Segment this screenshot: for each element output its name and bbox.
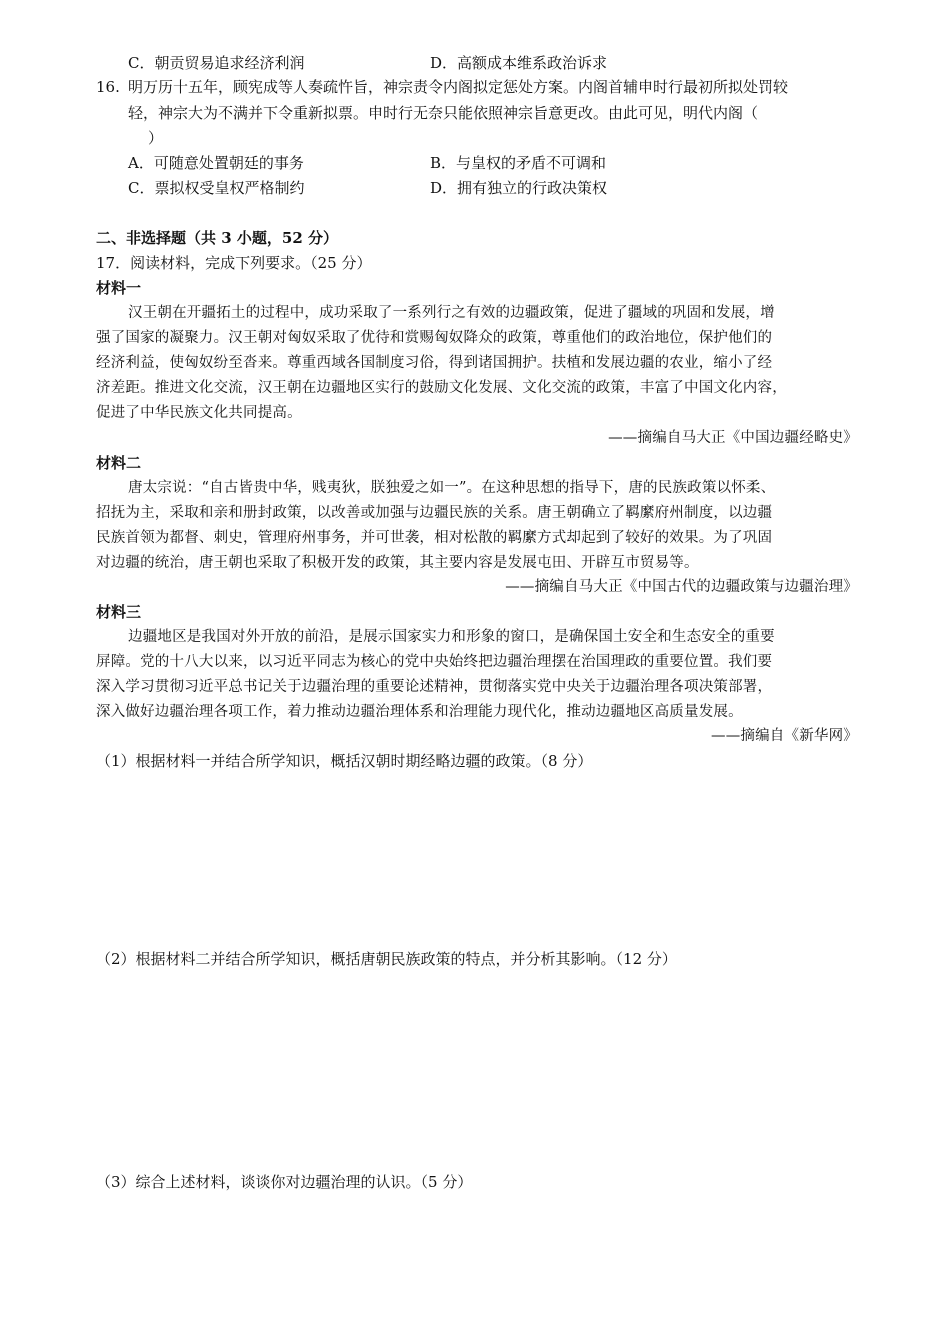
material2-line: 民族首领为都督、刺史，管理府州事务，并可世袭，相对松散的羁縻方式却起到了较好的效果。为了巩固: [96, 530, 773, 546]
q17-stem: 17．阅读材料，完成下列要求。（25 分）: [96, 254, 372, 272]
q15-option-d: D．高额成本维系政治诉求: [430, 54, 608, 72]
material3-line: 边疆地区是我国对外开放的前沿，是展示国家实力和形象的窗口，是确保国土安全和生态安全的重要: [128, 629, 775, 645]
material3-source: ——摘编自《新华网》: [711, 728, 858, 744]
q16-option-a: A．可随意处置朝廷的事务: [128, 154, 304, 172]
material3-heading: 材料三: [96, 603, 142, 621]
q17-sub1: （1）根据材料一并结合所学知识，概括汉朝时期经略边疆的政策。（8 分）: [96, 752, 593, 770]
q16-number: 16.: [96, 78, 120, 96]
material1-line: 强了国家的凝聚力。汉王朝对匈奴采取了优待和赏赐匈奴降众的政策，尊重他们的政治地位，保护他们的: [96, 330, 773, 346]
material1-line: 促进了中华民族文化共同提高。: [96, 405, 302, 421]
material1-heading: 材料一: [96, 279, 142, 297]
material1-line: 汉王朝在开疆拓土的过程中，成功采取了一系列行之有效的边疆政策，促进了疆域的巩固和发展，增: [128, 305, 775, 321]
q16-stem-line3: ）: [148, 129, 164, 147]
material2-line: 唐太宗说：“自古皆贵中华，贱夷狄，朕独爱之如一”。在这种思想的指导下，唐的民族政策以怀柔、: [128, 480, 776, 496]
q16-option-c: C．票拟权受皇权严格制约: [128, 179, 305, 197]
material3-line: 屏障。党的十八大以来，以习近平同志为核心的党中央始终把边疆治理摆在治国理政的重要位置。我们要: [96, 654, 773, 670]
material3-line: 深入学习贯彻习近平总书记关于边疆治理的重要论述精神，贯彻落实党中央关于边疆治理各项决策部署，: [96, 679, 773, 695]
q17-sub3: （3）综合上述材料，谈谈你对边疆治理的认识。（5 分）: [96, 1173, 473, 1191]
q17-sub2: （2）根据材料二并结合所学知识，概括唐朝民族政策的特点，并分析其影响。（12 分）: [96, 950, 677, 968]
q16-option-b: B．与皇权的矛盾不可调和: [430, 154, 607, 172]
material1-line: 经济利益，使匈奴纷至沓来。尊重西域各国制度习俗，得到诸国拥护。扶植和发展边疆的农业，缩小了经: [96, 355, 773, 371]
q15-option-c: C．朝贡贸易追求经济利润: [128, 54, 305, 72]
section-title: 二、非选择题（共 3 小题，52 分）: [96, 229, 338, 247]
material2-source: ——摘编自马大正《中国古代的边疆政策与边疆治理》: [505, 579, 858, 595]
material2-line: 招抚为主，采取和亲和册封政策，以改善或加强与边疆民族的关系。唐王朝确立了羁縻府州制度，以边疆: [96, 505, 773, 521]
q16-stem-line1: 明万历十五年，顾宪成等人奏疏忤旨，神宗责令内阁拟定惩处方案。内阁首辅申时行最初所拟处罚较: [128, 78, 789, 96]
material2-line: 对边疆的统治，唐王朝也采取了积极开发的政策，其主要内容是发展屯田、开辟互市贸易等。: [96, 555, 699, 571]
q16-stem-line2: 轻，神宗大为不满并下令重新拟票。申时行无奈只能依照神宗旨意更改。由此可见，明代内阁（: [128, 104, 759, 122]
material1-source: ——摘编自马大正《中国边疆经略史》: [608, 430, 858, 446]
material3-line: 深入做好边疆治理各项工作，着力推动边疆治理体系和治理能力现代化，推动边疆地区高质量发展。: [96, 704, 743, 720]
q16-option-d: D．拥有独立的行政决策权: [430, 179, 608, 197]
material1-line: 济差距。推进文化交流，汉王朝在边疆地区实行的鼓励文化发展、文化交流的政策，丰富了中国文化内容，: [96, 380, 787, 396]
material2-heading: 材料二: [96, 454, 142, 472]
